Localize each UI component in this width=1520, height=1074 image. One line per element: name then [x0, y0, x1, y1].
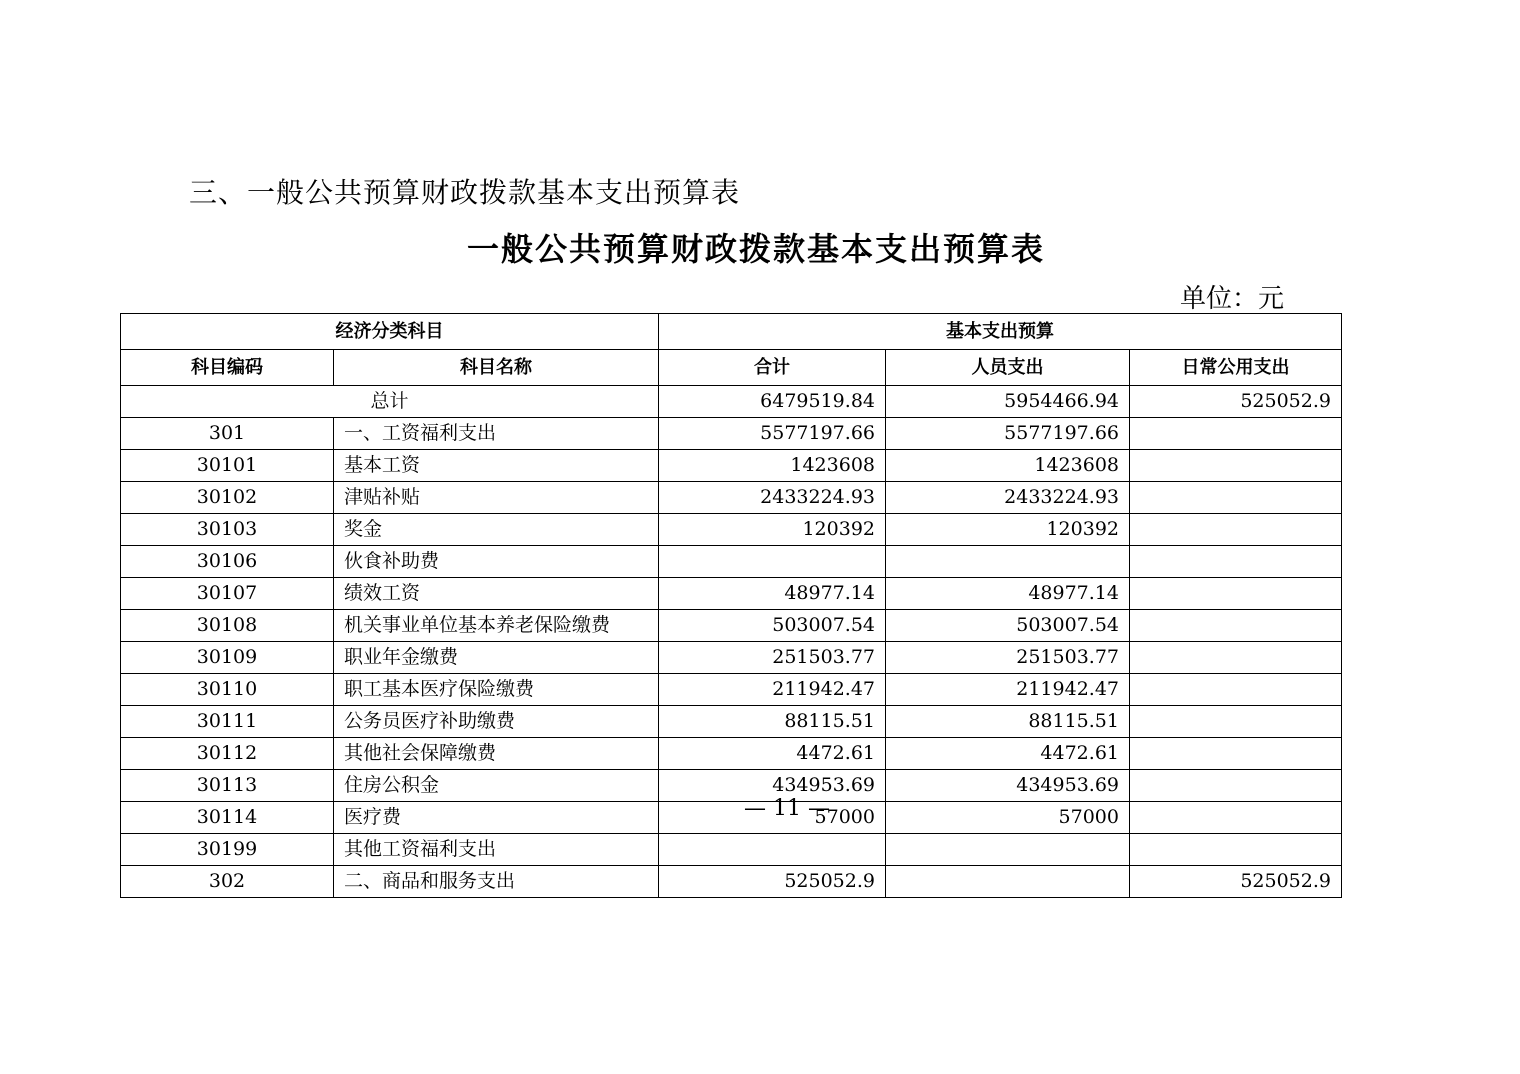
table-row — [121, 642, 1342, 674]
row-subject-code: 30112 — [121, 738, 334, 770]
table-row — [121, 610, 1342, 642]
total-row — [121, 386, 1342, 418]
row-public-expenditure — [1130, 482, 1342, 514]
row-personnel-expenditure: 434953.69 — [886, 770, 1130, 802]
row-subject-code: 30114 — [121, 802, 334, 834]
header-total: 合计 — [659, 350, 886, 386]
row-subject-code: 30199 — [121, 834, 334, 866]
row-total: 525052.9 — [659, 866, 886, 898]
row-public-expenditure — [1130, 418, 1342, 450]
row-subject-name: 机关事业单位基本养老保险缴费 — [334, 610, 659, 642]
row-personnel-expenditure: 1423608 — [886, 450, 1130, 482]
row-total: 120392 — [659, 514, 886, 546]
table-row — [121, 674, 1342, 706]
row-public-expenditure — [1130, 802, 1342, 834]
row-total: 57000 — [659, 802, 886, 834]
row-subject-code: 301 — [121, 418, 334, 450]
table-row — [121, 578, 1342, 610]
row-public-expenditure — [1130, 578, 1342, 610]
row-public-expenditure — [1130, 450, 1342, 482]
table-row — [121, 834, 1342, 866]
row-public-expenditure — [1130, 738, 1342, 770]
header-subject-name: 科目名称 — [334, 350, 659, 386]
row-subject-name: 公务员医疗补助缴费 — [334, 706, 659, 738]
row-subject-name: 二、商品和服务支出 — [334, 866, 659, 898]
total-row-label: 总计 — [121, 386, 659, 418]
row-public-expenditure — [1130, 546, 1342, 578]
row-public-expenditure — [1130, 834, 1342, 866]
row-subject-code: 30107 — [121, 578, 334, 610]
table-row — [121, 770, 1342, 802]
row-subject-name: 职业年金缴费 — [334, 642, 659, 674]
row-total: 4472.61 — [659, 738, 886, 770]
row-personnel-expenditure: 57000 — [886, 802, 1130, 834]
unit-label: 单位：元 — [1180, 284, 1285, 314]
row-subject-name: 津贴补贴 — [334, 482, 659, 514]
row-public-expenditure — [1130, 674, 1342, 706]
row-subject-code: 30111 — [121, 706, 334, 738]
row-total: 48977.14 — [659, 578, 886, 610]
row-subject-code: 30108 — [121, 610, 334, 642]
row-personnel-expenditure — [886, 546, 1130, 578]
row-personnel-expenditure: 251503.77 — [886, 642, 1130, 674]
row-subject-code: 30110 — [121, 674, 334, 706]
total-row-personnel: 5954466.94 — [886, 386, 1130, 418]
row-subject-name: 一、工资福利支出 — [334, 418, 659, 450]
row-public-expenditure: 525052.9 — [1130, 866, 1342, 898]
row-personnel-expenditure: 120392 — [886, 514, 1130, 546]
page-number: — 11 — — [744, 796, 830, 821]
header-public-expenditure: 日常公用支出 — [1130, 350, 1342, 386]
section-heading: 三、一般公共预算财政拨款基本支出预算表 — [189, 176, 741, 209]
row-public-expenditure — [1130, 514, 1342, 546]
row-subject-code: 30113 — [121, 770, 334, 802]
table-row — [121, 450, 1342, 482]
row-subject-name: 其他工资福利支出 — [334, 834, 659, 866]
document-title — [0, 224, 1520, 270]
header-subject-code: 科目编码 — [121, 350, 334, 386]
table-row — [121, 738, 1342, 770]
header-economic-classification: 经济分类科目 — [121, 314, 659, 350]
row-total: 503007.54 — [659, 610, 886, 642]
row-personnel-expenditure: 48977.14 — [886, 578, 1130, 610]
row-personnel-expenditure: 4472.61 — [886, 738, 1130, 770]
table-column-header-row — [121, 350, 1342, 386]
row-subject-name: 职工基本医疗保险缴费 — [334, 674, 659, 706]
table-group-header-row — [121, 314, 1342, 350]
row-total: 1423608 — [659, 450, 886, 482]
row-subject-code: 30109 — [121, 642, 334, 674]
row-subject-name: 住房公积金 — [334, 770, 659, 802]
row-public-expenditure — [1130, 770, 1342, 802]
row-total — [659, 834, 886, 866]
document-title-text: 一般公共预算财政拨款基本支出预算表 — [466, 230, 1045, 268]
row-total: 2433224.93 — [659, 482, 886, 514]
table-row — [121, 866, 1342, 898]
header-personnel-expenditure: 人员支出 — [886, 350, 1130, 386]
row-public-expenditure — [1130, 706, 1342, 738]
row-total: 211942.47 — [659, 674, 886, 706]
row-subject-name: 伙食补助费 — [334, 546, 659, 578]
total-row-public: 525052.9 — [1130, 386, 1342, 418]
row-subject-name: 奖金 — [334, 514, 659, 546]
row-personnel-expenditure: 5577197.66 — [886, 418, 1130, 450]
table-row — [121, 706, 1342, 738]
row-personnel-expenditure: 211942.47 — [886, 674, 1130, 706]
table-row — [121, 546, 1342, 578]
row-total: 251503.77 — [659, 642, 886, 674]
row-public-expenditure — [1130, 610, 1342, 642]
row-personnel-expenditure — [886, 866, 1130, 898]
row-subject-name: 医疗费 — [334, 802, 659, 834]
row-total — [659, 546, 886, 578]
total-row-total: 6479519.84 — [659, 386, 886, 418]
row-subject-name: 其他社会保障缴费 — [334, 738, 659, 770]
row-subject-code: 30102 — [121, 482, 334, 514]
row-subject-name: 绩效工资 — [334, 578, 659, 610]
row-total: 5577197.66 — [659, 418, 886, 450]
row-personnel-expenditure: 503007.54 — [886, 610, 1130, 642]
row-subject-name: 基本工资 — [334, 450, 659, 482]
row-personnel-expenditure: 2433224.93 — [886, 482, 1130, 514]
row-subject-code: 30101 — [121, 450, 334, 482]
row-personnel-expenditure — [886, 834, 1130, 866]
budget-table — [120, 313, 1342, 898]
table-row — [121, 482, 1342, 514]
header-basic-expenditure-budget: 基本支出预算 — [659, 314, 1342, 350]
table-row — [121, 418, 1342, 450]
row-personnel-expenditure: 88115.51 — [886, 706, 1130, 738]
row-subject-code: 30106 — [121, 546, 334, 578]
row-public-expenditure — [1130, 642, 1342, 674]
row-total: 88115.51 — [659, 706, 886, 738]
row-subject-code: 302 — [121, 866, 334, 898]
table-row — [121, 514, 1342, 546]
row-total: 434953.69 — [659, 770, 886, 802]
table-row — [121, 802, 1342, 834]
row-subject-code: 30103 — [121, 514, 334, 546]
